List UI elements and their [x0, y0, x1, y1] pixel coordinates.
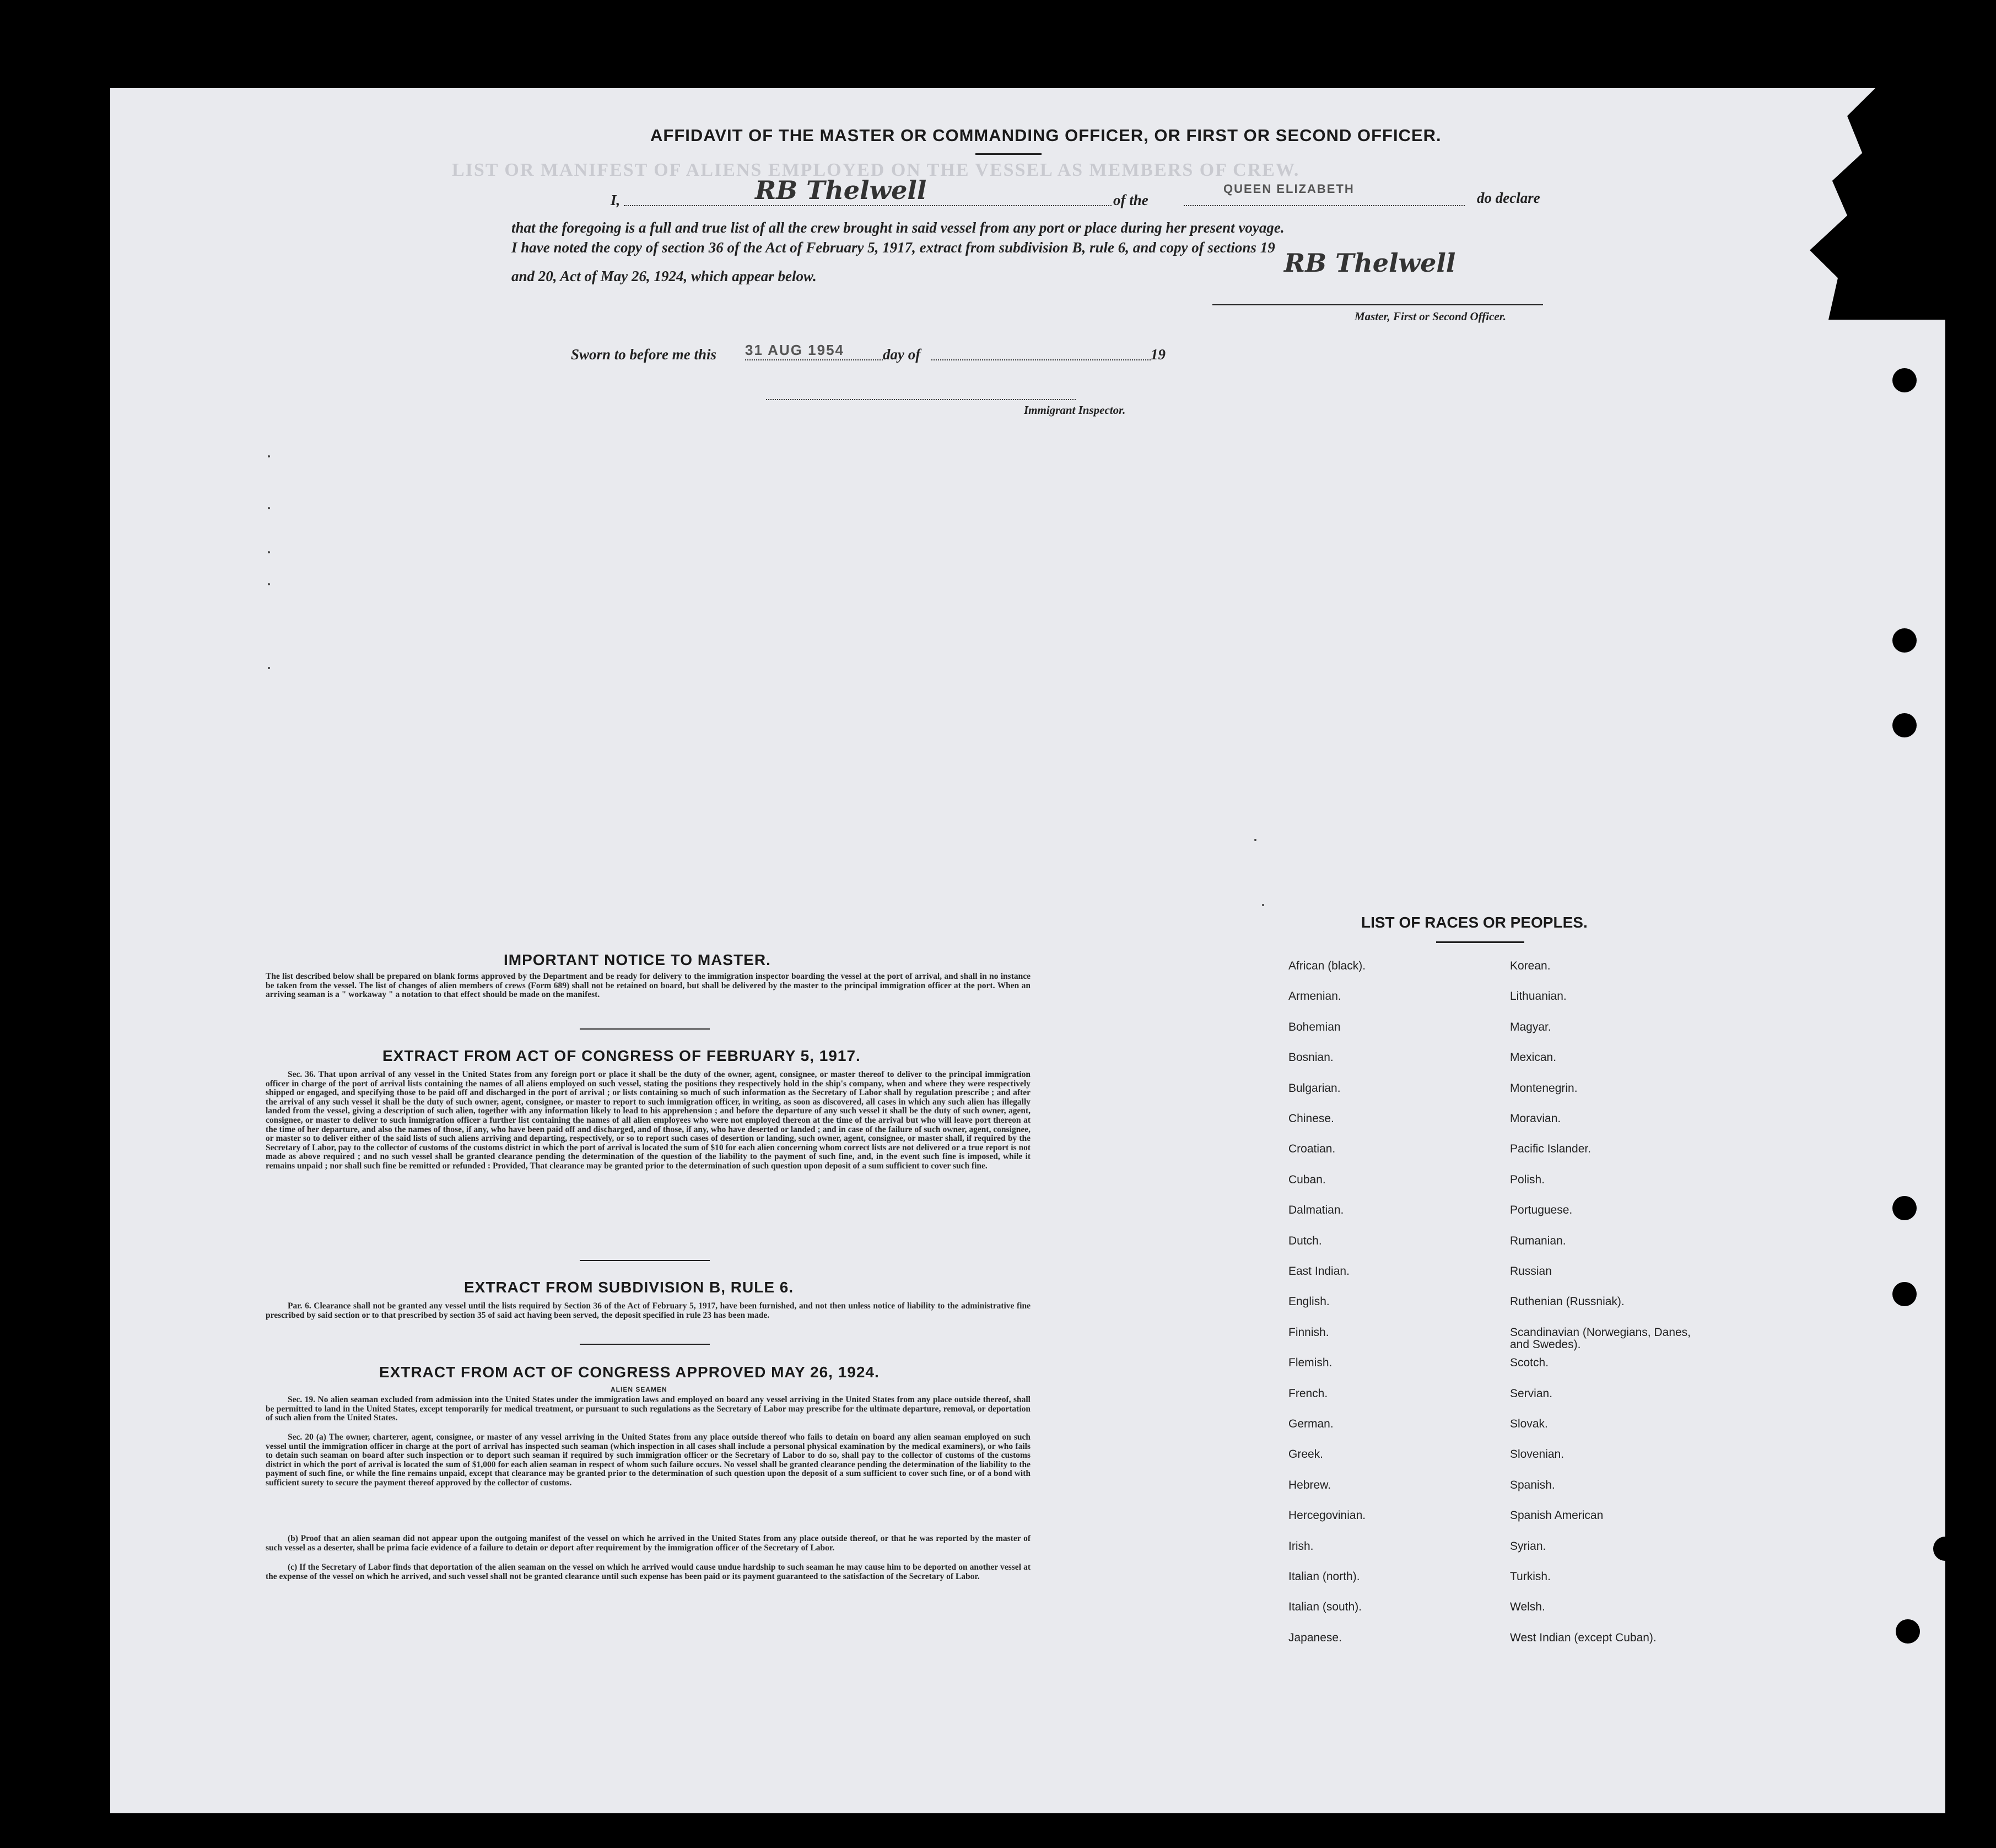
race-item: Hercegovinian. [1288, 1509, 1366, 1522]
race-item: Pacific Islander. [1510, 1143, 1592, 1156]
race-item: Welsh. [1510, 1601, 1545, 1614]
race-item: Italian (south). [1288, 1601, 1362, 1614]
extract-1917-body: Sec. 36. That upon arrival of any vessel in the United States from any foreign port or place it shall be the duty of the owner, agent, consignee, or master thereof to deliver to the principal immigration officer in charge of the port of arrival lists containing the names of all aliens employed on such vessel, stating the positions they respectively hold in the ship's company, when and where they were respectively shipped or engaged, and specifying those to be paid off and discharged in the port of arrival ; or lists containing so much of such information as the Secretary of Labor shall by regulation prescribe ; and after the arrival of any such vessel it shall be the duty of such owner, agent, consignee, or master to report to such immigration officer, in writing, as soon as discovered, all cases in which any such alien has illegally landed from the vessel, giving a description of such alien, together with any information likely to lead to his apprehension ; and before the departure of any such vessel it shall be the duty of such owner, agent, consignee, or master to deliver to such immigration officer a further list containing the names of all alien employees who were not employed thereon at the time of the arrival but who will leave port thereon at the time of her departure, and also the names of those, if any, who have been paid off and discharged, and of those, if any, who have deserted or landed ; and in case of the failure of such owner, agent, consignee, or master so to deliver either of the said lists of such aliens arriving and departing, respectively, or so to report such cases of desertion or landing, such owner, agent, consignee, or master shall, if required by the Secretary of Labor, pay to the collector of customs of the customs district in which the port of arrival is located the sum of $10 for each alien concerning whom correct lists are not delivered or a true report is not made as above required ; and no such vessel shall be granted clearance pending the determination of the question of the liability to the payment of such fine, and, in the event such fine is imposed, while it remains unpaid ; nor shall such fine be remitted or refunded : Provided, That clearance may be granted prior to the determination of such question upon deposit of a sum sufficient to cover such fine. [266, 1070, 1031, 1171]
race-item: Russian [1510, 1265, 1552, 1278]
race-item: Korean. [1510, 960, 1551, 972]
speck [268, 507, 270, 509]
race-item: Lithuanian. [1510, 990, 1567, 1003]
ship-line [1184, 205, 1465, 206]
race-item: Polish. [1510, 1173, 1545, 1186]
ship-name-stamp: QUEEN ELIZABETH [1223, 182, 1355, 196]
race-item: Italian (north). [1288, 1570, 1360, 1583]
punch-hole [1892, 1196, 1917, 1220]
document-page [110, 88, 1945, 1813]
race-item: Portuguese. [1510, 1204, 1573, 1217]
affidavit-of-the: of the [1113, 192, 1148, 208]
punch-hole [1892, 285, 1917, 310]
sworn-date-line [745, 359, 883, 360]
race-item: Montenegrin. [1510, 1081, 1578, 1095]
rule6-body: Par. 6. Clearance shall not be granted any vessel until the lists required by Section 36 of the Act of February 5, 1917, have been furnished, and not then unless notice of liability to the administrative fine prescribed by said section or to that prescribed by section 35 of said act having been served, the deposit specified in rule 23 has been made. [266, 1301, 1031, 1320]
master-signature-line [1212, 304, 1543, 305]
extract-1917-title: EXTRACT FROM ACT OF CONGRESS OF FEBRUARY 5, 1917. [382, 1047, 861, 1064]
punch-hole [1892, 1282, 1917, 1306]
race-item: Irish. [1288, 1539, 1314, 1553]
sec20a-body: Sec. 20 (a) The owner, charterer, agent, consignee, or master of any vessel arriving in the United States from any place outside thereof who fails to detain on board any alien seaman employed on such vessel until the immigration officer in charge at the port of arrival has inspected such seaman (which inspection in all cases shall include a personal physical examination by the medical examiners), or who fails to detain such seaman on board after such inspection or to deport such seaman if required by such immigration officer or the Secretary of Labor to do so, shall pay to the collector of customs of the customs district in which the port of arrival is located the sum of $1,000 for each alien seaman in respect of whom such failure occurs. No vessel shall be granted clearance pending the determination of the liability to the payment of such fine, or while the fine remains unpaid, except that clearance may be granted prior to the determination of such question upon the deposit of a sum sufficient to cover such fine, or of a bond with sufficient surety to secure the payment thereof approved by the collector of customs. [266, 1432, 1031, 1488]
extract-1917-divider [580, 1260, 710, 1261]
notice-divider [580, 1028, 710, 1030]
inspector-caption: Immigrant Inspector. [1024, 403, 1126, 417]
title-underline [975, 153, 1042, 155]
affidavit-line-2: that the foregoing is a full and true list of all the crew brought in said vessel from any port or place during her present voyage. [511, 219, 1285, 236]
race-item: Dutch. [1288, 1234, 1322, 1247]
punch-hole [1892, 713, 1917, 737]
affidavit-do-declare: do declare [1477, 190, 1540, 206]
affidavit-title: AFFIDAVIT OF THE MASTER OR COMMANDING OFFICER, OR FIRST OR SECOND OFFICER. [650, 126, 1442, 145]
speck [1262, 904, 1264, 906]
race-item: East Indian. [1288, 1265, 1350, 1278]
affidavit-line-3: I have noted the copy of section 36 of the Act of February 5, 1917, extract from subdivision B, rule 6, and copy of sections 19 [511, 239, 1275, 256]
race-item: Mexican. [1510, 1051, 1557, 1064]
affidavit-i-label: I, [611, 192, 621, 208]
race-item: Servian. [1510, 1387, 1553, 1400]
extract-1924-title: EXTRACT FROM ACT OF CONGRESS APPROVED MAY 26, 1924. [379, 1364, 880, 1381]
race-item: Moravian. [1510, 1112, 1561, 1125]
name-line [624, 205, 1112, 206]
punch-hole [1933, 1537, 1957, 1561]
race-item: Croatian. [1288, 1143, 1336, 1156]
punch-hole [1896, 1619, 1920, 1644]
race-item: French. [1288, 1387, 1328, 1400]
notice-title: IMPORTANT NOTICE TO MASTER. [504, 951, 771, 968]
bleed-through-text: LIST OR MANIFEST OF ALIENS EMPLOYED ON THE VESSEL AS MEMBERS OF CREW. [452, 160, 1300, 180]
race-item: Spanish American [1510, 1509, 1604, 1522]
races-title: LIST OF RACES OR PEOPLES. [1361, 914, 1588, 931]
race-item: Armenian. [1288, 990, 1341, 1003]
sworn-label: Sworn to before me this [571, 346, 717, 363]
speck [268, 551, 270, 553]
race-item: Finnish. [1288, 1326, 1329, 1339]
speck [1254, 839, 1256, 841]
race-item: Spanish. [1510, 1478, 1555, 1491]
alien-seamen-subtitle: ALIEN SEAMEN [611, 1386, 667, 1393]
race-item: Bohemian [1288, 1020, 1341, 1033]
race-item: Dalmatian. [1288, 1204, 1344, 1217]
races-underline [1436, 941, 1524, 943]
punch-hole [1892, 368, 1917, 392]
master-signature: RB Thelwell [1284, 248, 1456, 278]
race-item: Bulgarian. [1288, 1081, 1341, 1095]
race-item: Ruthenian (Russniak). [1510, 1295, 1625, 1308]
master-caption: Master, First or Second Officer. [1355, 310, 1506, 323]
rule6-title: EXTRACT FROM SUBDIVISION B, RULE 6. [464, 1279, 794, 1296]
race-item: Syrian. [1510, 1539, 1546, 1553]
race-item: West Indian (except Cuban). [1510, 1631, 1657, 1644]
race-item: Scotch. [1510, 1356, 1549, 1370]
race-item: Flemish. [1288, 1356, 1333, 1370]
inspector-line [766, 399, 1076, 400]
race-item: Turkish. [1510, 1570, 1551, 1583]
race-item: Rumanian. [1510, 1234, 1566, 1247]
race-item: Scandinavian (Norwegians, Danes, and Swedes). [1510, 1326, 1691, 1351]
race-item: Slovak. [1510, 1418, 1548, 1430]
sec19-body: Sec. 19. No alien seaman excluded from admission into the United States under the immigration laws and employed on board any vessel arriving in the United States from any place outside thereof, shall be permitted to land in the United States, except temporarily for medical treatment, or pursuant to such regulations as the Secretary of Labor may prescribe for the ultimate departure, removal, or deportation of such alien from the United States. [266, 1395, 1031, 1423]
year-prefix: 19 [1151, 346, 1166, 363]
race-item: Greek. [1288, 1448, 1324, 1461]
race-item: Bosnian. [1288, 1051, 1334, 1064]
race-item: German. [1288, 1418, 1334, 1430]
rule6-divider [580, 1344, 710, 1345]
speck [268, 583, 270, 585]
speck [268, 667, 270, 669]
date-stamp: 31 AUG 1954 [745, 342, 845, 358]
race-item: Slovenian. [1510, 1448, 1565, 1461]
race-item: Japanese. [1288, 1631, 1342, 1644]
speck [268, 455, 270, 457]
month-line [931, 359, 1151, 360]
signature-name: RB Thelwell [755, 175, 927, 205]
sec20c-body: (c) If the Secretary of Labor finds that deportation of the alien seaman on the vessel on which he arrived would cause undue hardship to such seaman he may cause him to be deported on another vessel at the expense of the vessel on which he arrived, and such vessel shall not be granted clearance until such expense has been paid or its payment guaranteed to the satisfaction of the Secretary of Labor. [266, 1563, 1031, 1581]
punch-hole [1892, 628, 1917, 653]
affidavit-line-4: and 20, Act of May 26, 1924, which appear below. [511, 268, 817, 284]
race-item: Magyar. [1510, 1020, 1551, 1033]
day-of-label: day of [883, 346, 921, 363]
race-item: Hebrew. [1288, 1478, 1331, 1491]
race-item: African (black). [1288, 960, 1366, 972]
race-item: Chinese. [1288, 1112, 1334, 1125]
sec20b-body: (b) Proof that an alien seaman did not appear upon the outgoing manifest of the vessel on which he arrived in the United States from any place outside thereof, or that he was reported by the master of such vessel as a deserter, shall be prima facie evidence of a failure to detain or deport after requirement by the immigration officer of the Secretary of Labor. [266, 1534, 1031, 1553]
race-item: Cuban. [1288, 1173, 1326, 1186]
notice-body: The list described below shall be prepared on blank forms approved by the Department and be ready for delivery to the immigration inspector boarding the vessel at the port of arrival, and shall in no instance be taken from the vessel. The list of changes of alien members of crews (Form 689) shall not be retained on board, but shall be delivered by the master to the principal immigration officer at the port. When an arriving seaman is a " workaway " a notation to that effect should be made on the manifest. [266, 972, 1031, 1000]
race-item: English. [1288, 1295, 1330, 1308]
